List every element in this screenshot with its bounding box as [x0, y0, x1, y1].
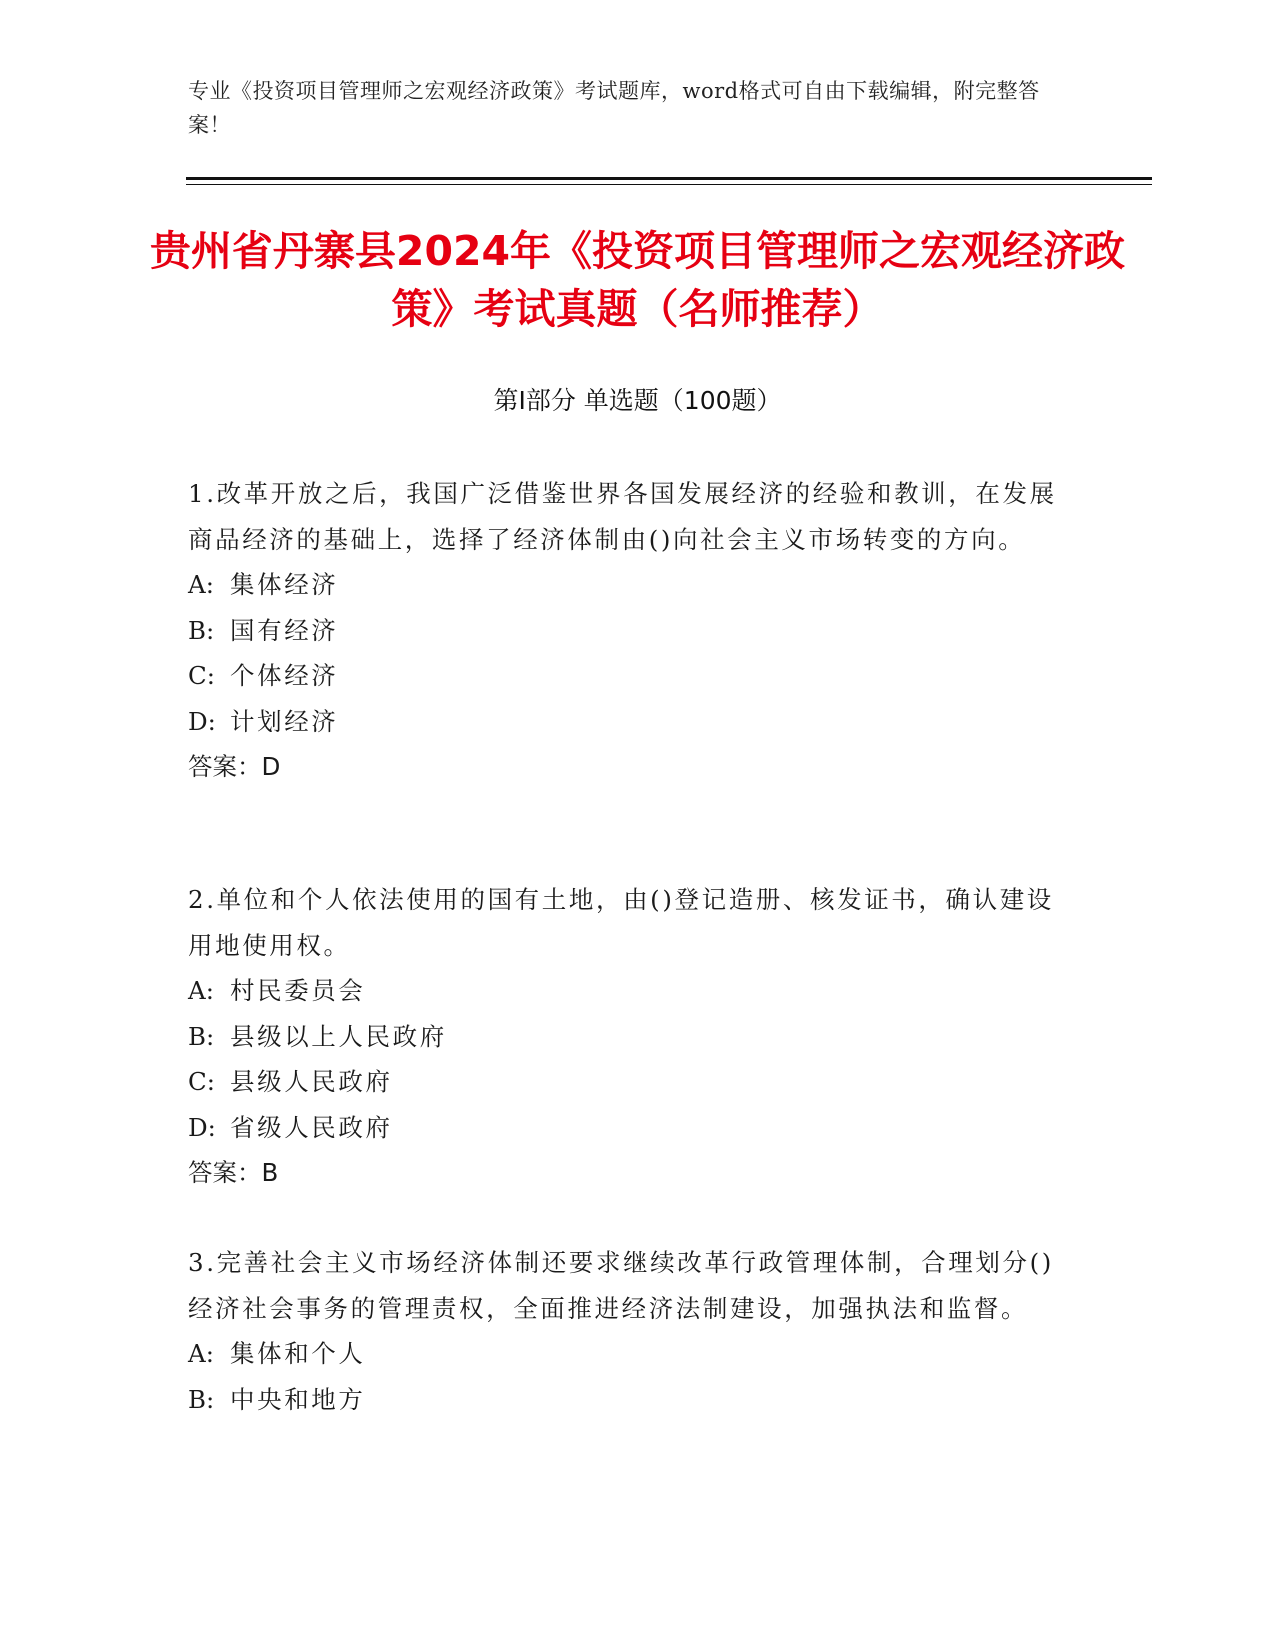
section-title: 第Ⅰ部分 单选题（100题）: [493, 386, 782, 415]
option-text: 县级人民政府: [230, 1067, 393, 1096]
option-text: 县级以上人民政府: [230, 1021, 447, 1051]
option-letter: B:: [188, 615, 215, 645]
question-2: [188, 877, 1068, 1196]
option-text: 集体经济: [230, 570, 339, 599]
option-a: [188, 1331, 1068, 1377]
option-letter: A:: [188, 1339, 214, 1368]
header-divider-thin: [186, 184, 1152, 185]
header-divider-thick: [186, 177, 1152, 180]
option-letter: A:: [188, 570, 214, 599]
option-text: 集体和个人: [230, 1339, 366, 1368]
question-1: [188, 471, 1068, 790]
option-b: [188, 1014, 1068, 1060]
question-stem: 1.改革开放之后，我国广泛借鉴世界各国发展经济的经验和教训，在发展商品经济的基础上，选择了经济体制由()向社会主义市场转变的方向。: [188, 479, 1057, 554]
option-b: [188, 608, 1068, 654]
question-stem: 2.单位和个人依法使用的国有土地，由()登记造册、核发证书，确认建设用地使用权。: [188, 885, 1054, 960]
option-c: [188, 653, 1068, 699]
header-note: 专业《投资项目管理师之宏观经济政策》考试题库，word格式可自由下载编辑，附完整答案！: [188, 79, 1040, 137]
option-d: [188, 1105, 1068, 1151]
option-letter: B:: [188, 1384, 215, 1414]
option-letter: A:: [188, 976, 214, 1005]
option-letter: C:: [188, 661, 216, 690]
option-a: [188, 562, 1068, 608]
option-d: [188, 699, 1068, 745]
option-text: 国有经济: [230, 615, 339, 645]
option-b: [188, 1377, 1068, 1423]
option-text: 省级人民政府: [230, 1112, 393, 1142]
option-a: [188, 968, 1068, 1014]
option-text: 个体经济: [230, 661, 339, 690]
option-letter: D:: [188, 706, 216, 736]
option-text: 村民委员会: [230, 976, 366, 1005]
answer-line: 答案：D: [188, 752, 281, 781]
option-text: 计划经济: [230, 706, 339, 736]
answer-line: 答案：B: [188, 1158, 279, 1187]
question-3: [188, 1240, 1068, 1422]
option-letter: D:: [188, 1112, 216, 1142]
question-stem: 3.完善社会主义市场经济体制还要求继续改革行政管理体制，合理划分()经济社会事务的管理责权，全面推进经济法制建设，加强执法和监督。: [188, 1248, 1054, 1323]
option-c: [188, 1059, 1068, 1105]
option-letter: B:: [188, 1021, 215, 1051]
document-title: 贵州省丹寨县2024年《投资项目管理师之宏观经济政策》考试真题（名师推荐）: [149, 227, 1126, 333]
option-text: 中央和地方: [230, 1384, 366, 1414]
option-letter: C:: [188, 1067, 216, 1096]
